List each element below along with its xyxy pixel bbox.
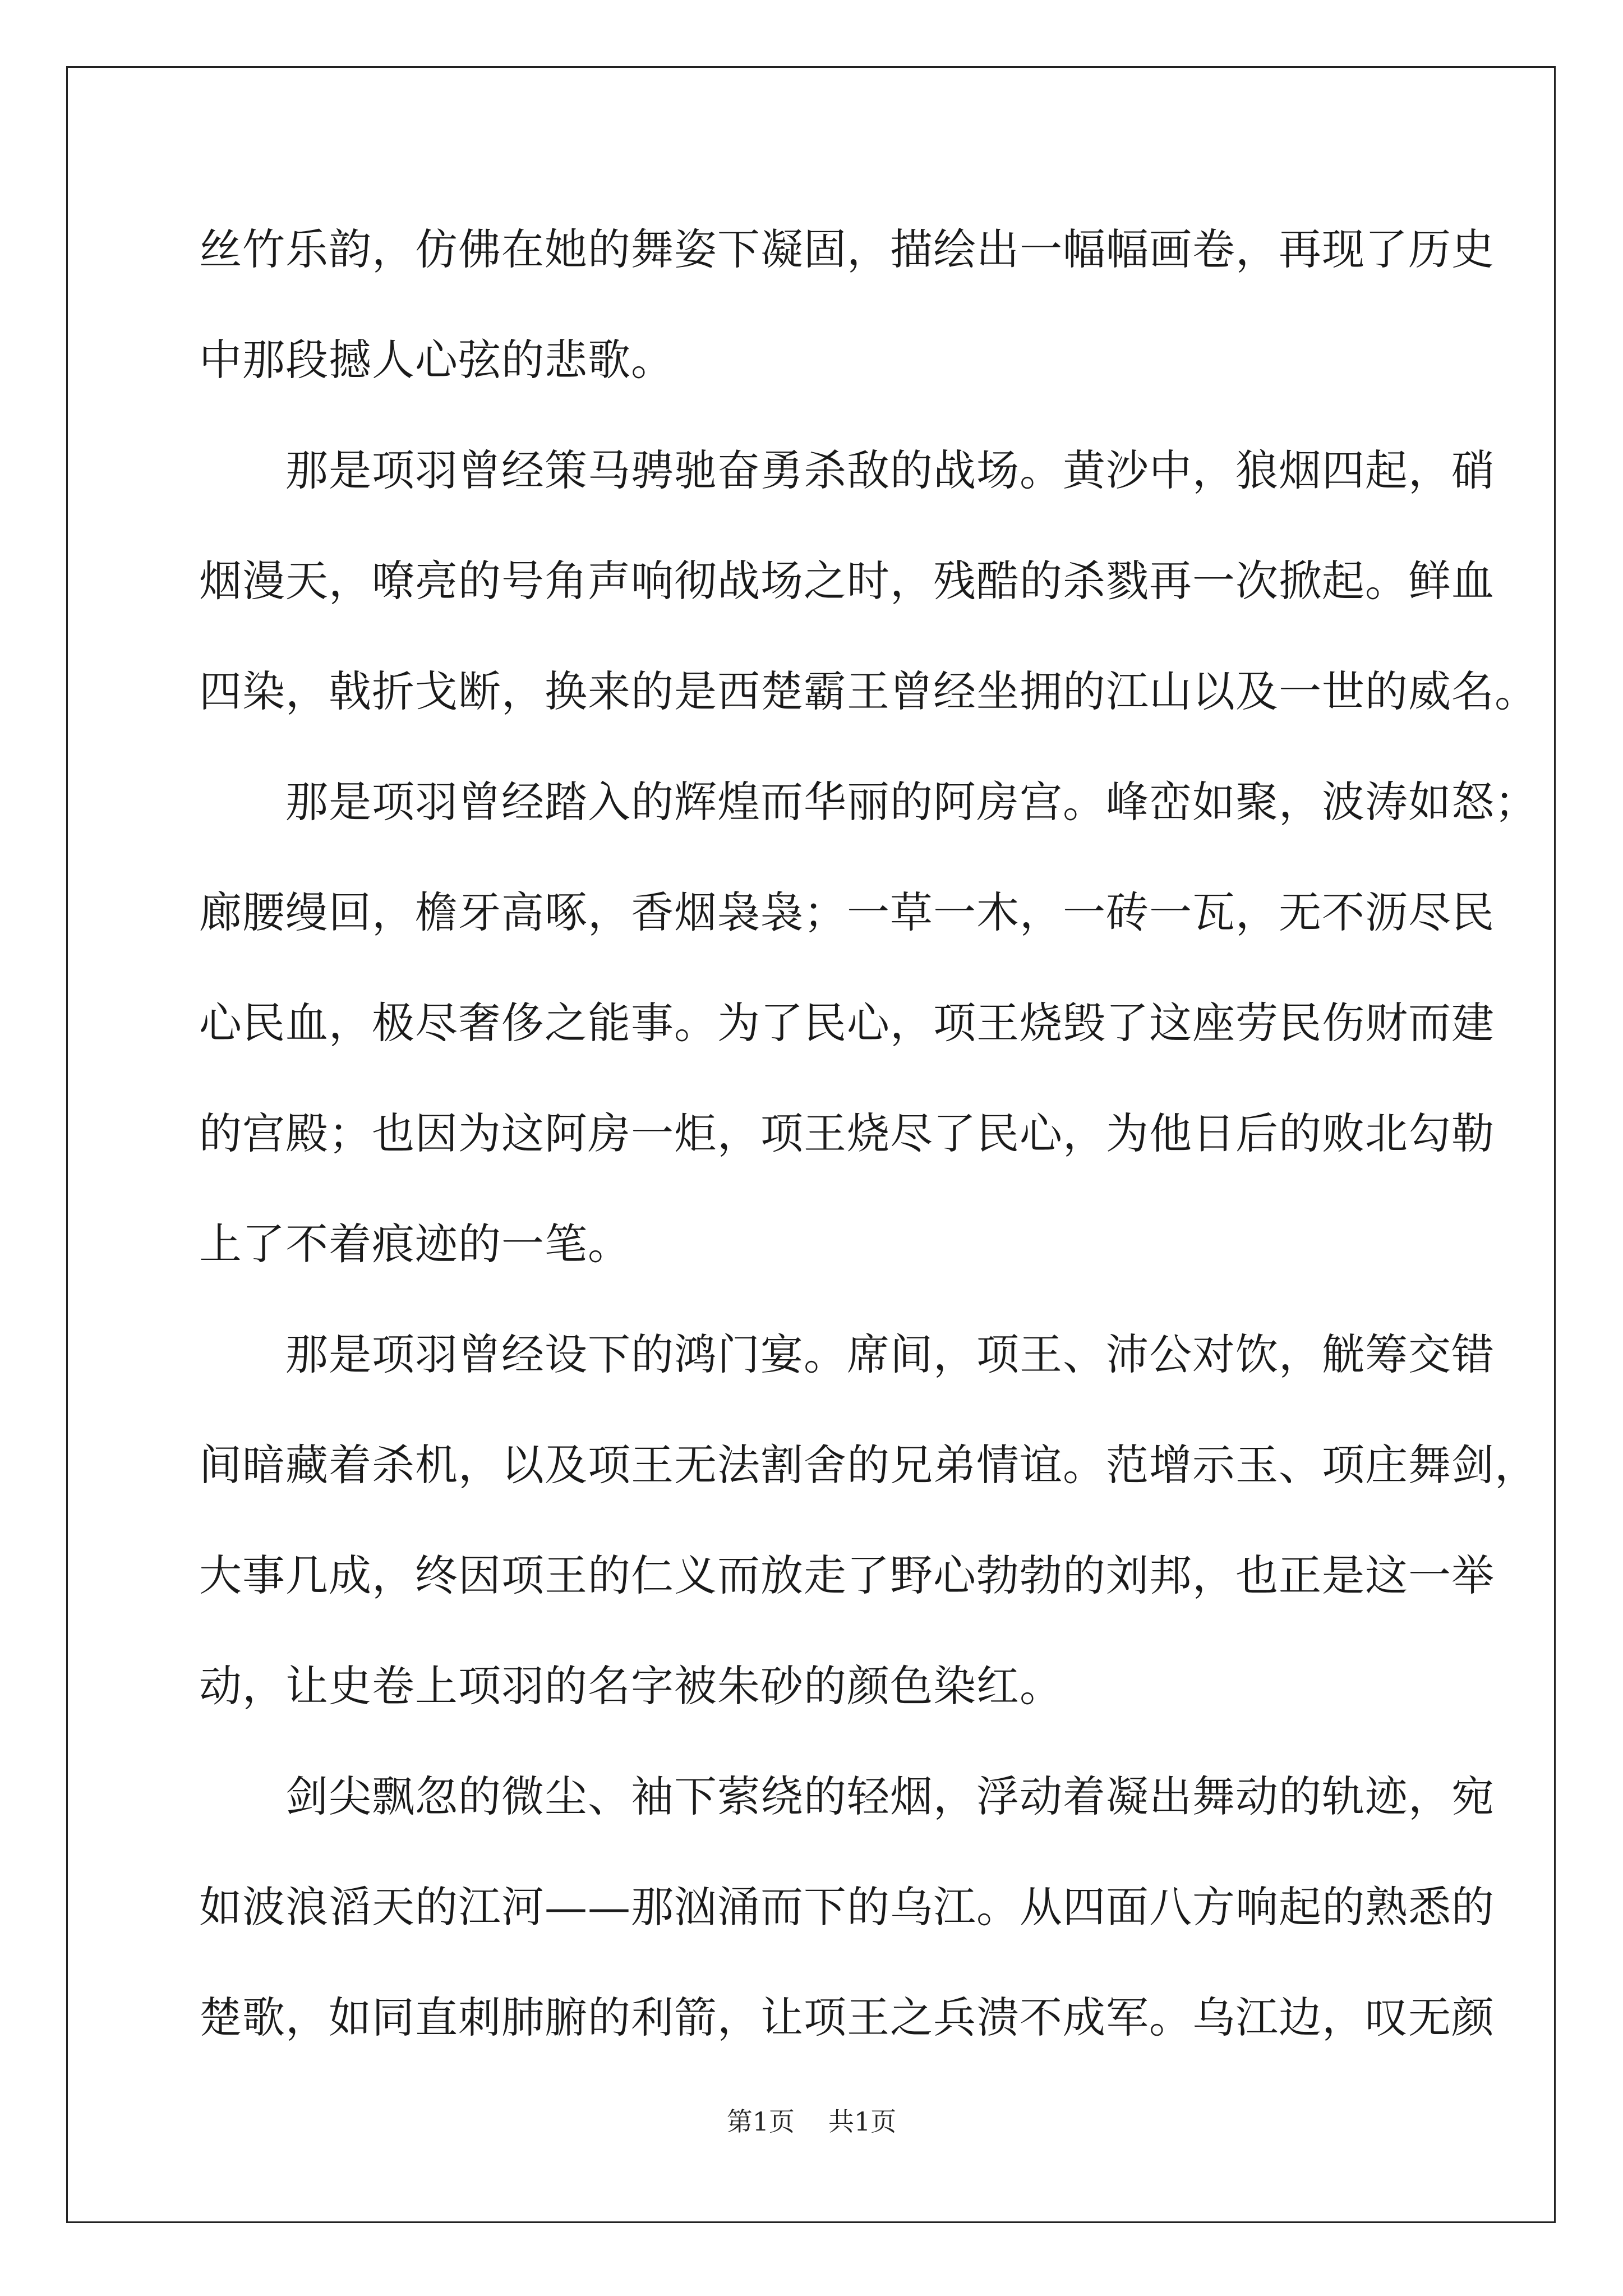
text-line: 烟漫天，嘹亮的号角声响彻战场之时，残酷的杀戮再一次掀起。鲜血 (199, 556, 1495, 606)
text-line: 间暗藏着杀机，以及项王无法割舍的兄弟情谊。范增示玉、项庄舞剑， (199, 1440, 1538, 1490)
text-line: 心民血，极尽奢侈之能事。为了民心，项王烧毁了这座劳民伤财而建 (199, 998, 1495, 1048)
text-line: 丝竹乐韵，仿佛在她的舞姿下凝固，描绘出一幅幅画卷，再现了历史 (199, 224, 1495, 274)
text-line: 动，让史卷上项羽的名字被朱砂的颜色染红。 (199, 1661, 1063, 1711)
text-line: 楚歌，如同直刺肺腑的利箭，让项王之兵溃不成军。乌江边，叹无颜 (199, 1993, 1495, 2042)
page-number: 第1页 (726, 2106, 795, 2137)
text-line: 剑尖飘忽的微尘、袖下萦绕的轻烟，浮动着凝出舞动的轨迹，宛 (199, 1772, 1495, 1821)
text-line: 大事几成，终因项王的仁义而放走了野心勃勃的刘邦，也正是这一举 (199, 1550, 1495, 1600)
text-line: 中那段撼人心弦的悲歌。 (199, 335, 674, 385)
text-line: 的宫殿；也因为这阿房一炬，项王烧尽了民心，为他日后的败北勾勒 (199, 1108, 1495, 1158)
text-line: 上了不着痕迹的一笔。 (199, 1219, 631, 1269)
text-line: 如波浪滔天的江河——那汹涌而下的乌江。从四面八方响起的熟悉的 (199, 1882, 1495, 1932)
text-line: 四染，戟折戈断，换来的是西楚霸王曾经坐拥的江山以及一世的威名。 (199, 666, 1538, 716)
document-body (199, 219, 1538, 2097)
text-line: 廊腰缦回，檐牙高啄，香烟袅袅；一草一木，一砖一瓦，无不沥尽民 (199, 887, 1495, 937)
text-line: 那是项羽曾经设下的鸿门宴。席间，项王、沛公对饮，觥筹交错 (199, 1329, 1495, 1379)
text-line: 那是项羽曾经策马骋驰奋勇杀敌的战场。黄沙中，狼烟四起，硝 (199, 445, 1495, 495)
text-line: 那是项羽曾经踏入的辉煌而华丽的阿房宫。峰峦如聚，波涛如怒； (199, 777, 1538, 827)
page-total: 共1页 (828, 2106, 897, 2137)
page-footer (0, 2105, 1623, 2138)
